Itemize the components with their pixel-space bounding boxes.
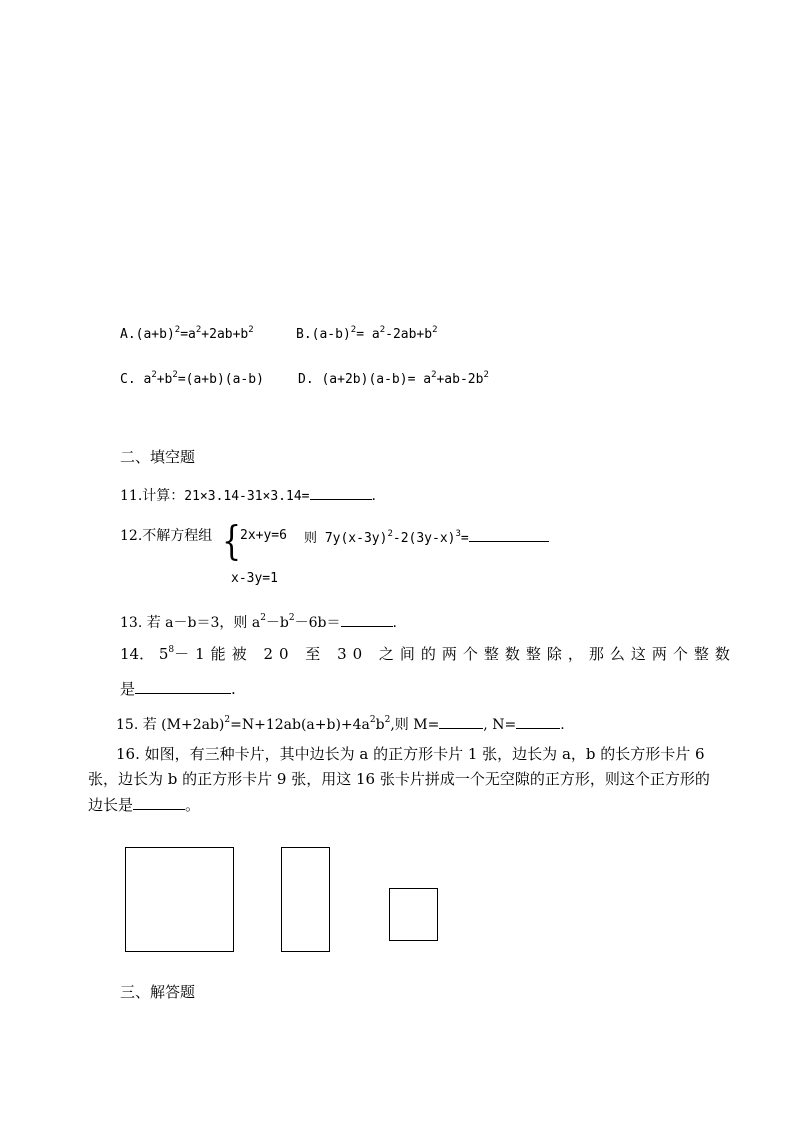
option-a: $A.(a+b)^2=a^2+2ab+b^2$ <box>120 324 254 342</box>
question-13: 13. 若 a－b＝3，则 $a^2-b^2-6b=$ . <box>120 613 397 631</box>
question-14-line-2: 是 . <box>120 680 236 698</box>
square-card-a <box>125 847 234 952</box>
question-16-line-1: 16. 如图，有三种卡片，其中边长为 a 的正方形卡片 1 张，边长为 a，b 的长方形卡片 6 <box>116 745 705 763</box>
answer-blank[interactable] <box>133 795 185 810</box>
system-brace: { <box>222 517 242 566</box>
question-14: 14． $5^8-1$能被 20 至 30 之间的两个整数整除，那么这两个整数 <box>120 645 736 663</box>
question-12: 12.不解方程组 <box>120 528 213 544</box>
rectangle-card-ab <box>281 847 330 952</box>
answer-blank[interactable] <box>135 679 231 694</box>
option-b: $B.(a-b)^2= a^2-2ab+b^2$ <box>296 324 438 342</box>
answer-blank-m[interactable] <box>439 714 483 729</box>
answer-blank[interactable] <box>310 485 372 500</box>
question-11: 11.计算：21×3.14-31×3.14= . <box>120 485 376 506</box>
question-12-equation-2: x-3y=1 <box>231 571 278 586</box>
question-16-line-3: 边长是 。 <box>88 796 201 814</box>
section-title-solve: 三、解答题 <box>120 983 196 1001</box>
option-c: C. $a^2+b^2=(a+b)(a-b)$ <box>120 369 264 387</box>
square-card-b <box>389 888 438 941</box>
answer-blank[interactable] <box>469 527 549 542</box>
question-16-line-2: 张，边长为 b 的正方形卡片 9 张，用这 16 张卡片拼成一个无空隙的正方形，则这个正方形的 <box>88 770 710 788</box>
question-12-equation-1: 2x+y=6 <box>240 528 287 543</box>
option-d: D. $(a+2b)(a-b)= a^2+ab-2b^2$ <box>298 369 489 387</box>
question-15: 15. 若 $(M+2ab)^2=N+12ab(a+b)+4a^2b^2$,则 M= , N= . <box>116 715 565 733</box>
answer-blank[interactable] <box>341 612 393 627</box>
section-title-fill-in: 二、填空题 <box>120 448 196 466</box>
answer-blank-n[interactable] <box>516 714 560 729</box>
question-12-expression: 则 $7y(x-3y)^2-2(3y-x)^3=$ <box>304 527 549 548</box>
